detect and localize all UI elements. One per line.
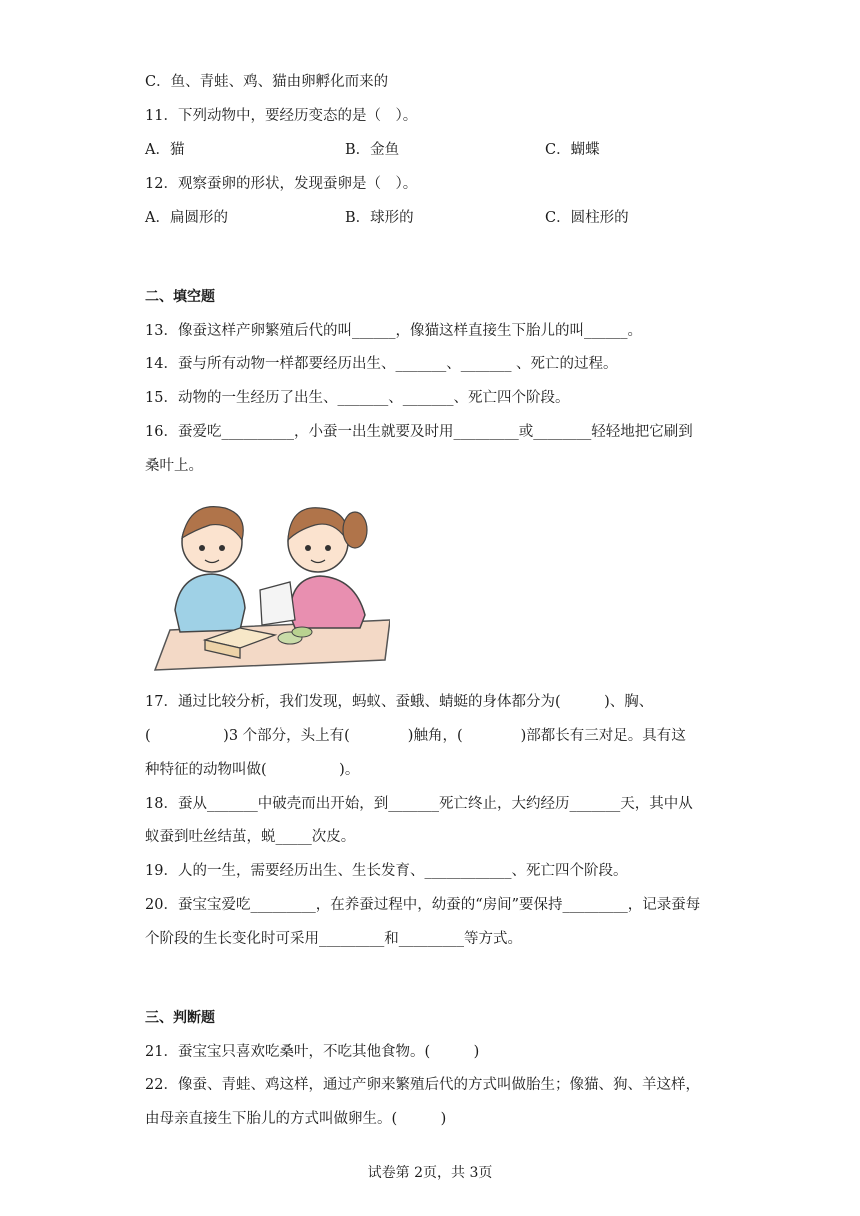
question-10-option-c: C．鱼、青蛙、鸡、猫由卵孵化而来的 bbox=[145, 74, 389, 90]
question-22-line-1: 22．像蚕、青蛙、鸡这样，通过产卵来繁殖后代的方式叫做胎生；像猫、狗、羊这样， bbox=[145, 1077, 700, 1093]
question-11-stem: 11．下列动物中，要经历变态的是（ ）。 bbox=[145, 108, 418, 124]
question-17-line-1: 17．通过比较分析，我们发现，蚂蚁、蚕蛾、蜻蜓的身体都分为( )、胸、 bbox=[145, 694, 654, 710]
question-12-option-c: C．圆柱形的 bbox=[545, 210, 629, 226]
question-11-option-b: B．金鱼 bbox=[345, 142, 400, 158]
question-12-option-b: B．球形的 bbox=[345, 210, 414, 226]
question-16-line-1: 16．蚕爱吃__________，小蚕一出生就要及时用_________或________轻轻地把它刷到 bbox=[145, 424, 693, 440]
question-15: 15．动物的一生经历了出生、_______、_______、死亡四个阶段。 bbox=[145, 390, 570, 406]
question-12-stem: 12．观察蚕卵的形状，发现蚕卵是（ ）。 bbox=[145, 176, 418, 192]
question-21: 21．蚕宝宝只喜欢吃桑叶，不吃其他食物。( ) bbox=[145, 1044, 480, 1060]
question-22-line-2: 由母亲直接生下胎儿的方式叫做卵生。( ) bbox=[145, 1111, 447, 1127]
question-20-line-1: 20．蚕宝宝爱吃_________，在养蚕过程中，幼蚕的“房间”要保持_________，记录蚕每 bbox=[145, 897, 701, 913]
children-silkworm-illustration bbox=[150, 490, 390, 675]
question-18-line-2: 蚁蚕到吐丝结茧，蜕_____次皮。 bbox=[145, 829, 356, 845]
question-20-line-2: 个阶段的生长变化时可采用_________和_________等方式。 bbox=[145, 931, 522, 947]
question-18-line-1: 18．蚕从_______中破壳而出开始，到_______死亡终止，大约经历_______天，其中从 bbox=[145, 796, 693, 812]
question-16-line-2: 桑叶上。 bbox=[145, 458, 203, 474]
question-19: 19．人的一生，需要经历出生、生长发育、____________、死亡四个阶段。 bbox=[145, 863, 628, 879]
question-17-line-3: 种特征的动物叫做( )。 bbox=[145, 762, 360, 778]
question-11-option-a: A．猫 bbox=[145, 142, 185, 158]
question-11-option-c: C．蝴蝶 bbox=[545, 142, 600, 158]
question-14: 14．蚕与所有动物一样都要经历出生、_______、_______ 、死亡的过程。 bbox=[145, 356, 618, 372]
question-17-line-2: ( )3 个部分，头上有( )触角，( )部都长有三对足。具有这 bbox=[145, 728, 686, 744]
section-title-true-false: 三、判断题 bbox=[145, 1010, 215, 1026]
question-12-option-a: A．扁圆形的 bbox=[145, 210, 228, 226]
section-title-fill-in: 二、填空题 bbox=[145, 289, 215, 305]
question-13: 13．像蚕这样产卵繁殖后代的叫______，像猫这样直接生下胎儿的叫______。 bbox=[145, 323, 642, 339]
page-footer: 试卷第 2页，共 3页 bbox=[367, 1165, 493, 1181]
